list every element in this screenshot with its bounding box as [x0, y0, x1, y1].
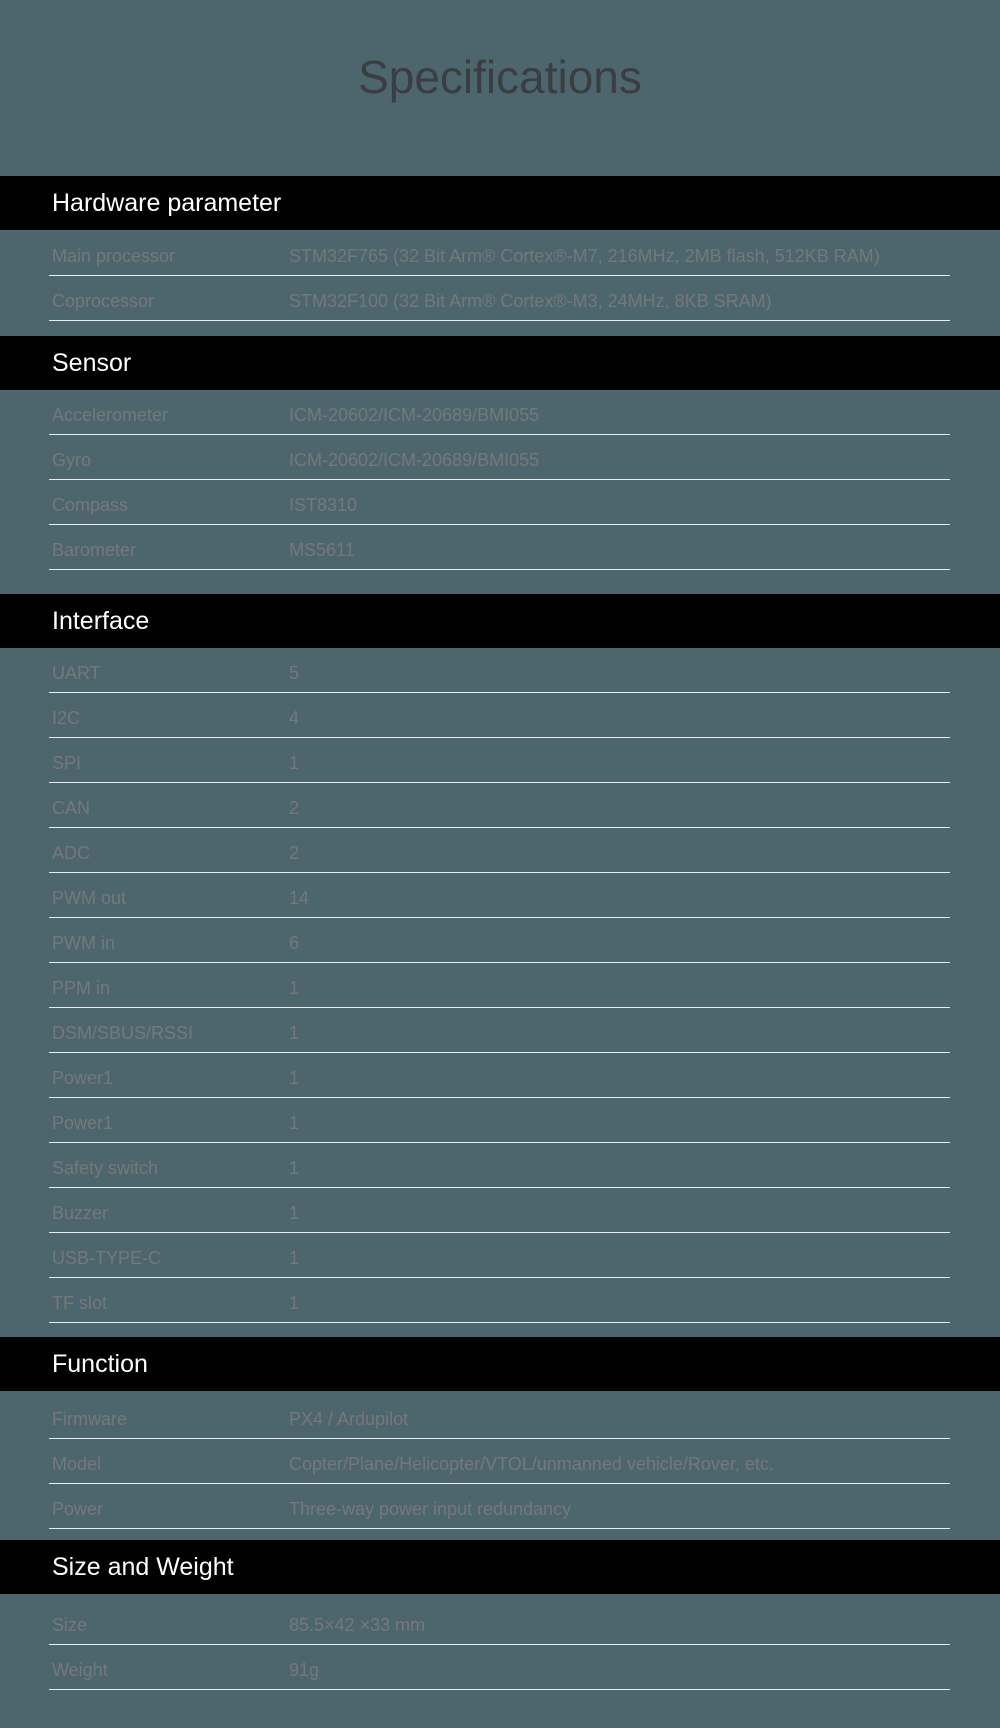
- spec-value: STM32F100 (32 Bit Arm® Cortex®-M3, 24MHz, 8KB SRAM): [289, 291, 772, 311]
- spec-row: [49, 1484, 950, 1529]
- section-rows: [0, 1391, 1000, 1529]
- spec-label: Size: [52, 1615, 88, 1635]
- spec-value: MS5611: [289, 540, 355, 560]
- spec-row: [49, 390, 950, 435]
- spec-row: [49, 828, 950, 873]
- section-header-hardware: Hardware parameter: [0, 176, 1000, 230]
- spec-value: 1: [289, 1023, 300, 1043]
- spec-row: [49, 435, 950, 480]
- spec-row: [49, 1053, 950, 1098]
- spec-label: Power: [52, 1499, 104, 1519]
- section-rows: [0, 230, 1000, 321]
- spec-label: Coprocessor: [52, 291, 155, 311]
- spec-row: [49, 1143, 950, 1188]
- spec-row: [49, 1008, 950, 1053]
- spec-label: Weight: [52, 1660, 108, 1680]
- spec-label: Buzzer: [52, 1203, 109, 1223]
- spec-value: 1: [289, 753, 300, 773]
- spec-label: UART: [52, 663, 101, 683]
- spec-label: Accelerometer: [52, 405, 169, 425]
- spec-value: 1: [289, 1203, 300, 1223]
- spec-label: PPM in: [52, 978, 111, 998]
- spec-row: [49, 1188, 950, 1233]
- spec-label: Model: [52, 1454, 102, 1474]
- spec-value: 4: [289, 708, 300, 728]
- spec-value: 2: [289, 843, 300, 863]
- section-rows: [0, 648, 1000, 1323]
- spec-value: STM32F765 (32 Bit Arm® Cortex®-M7, 216MHz, 2MB flash, 512KB RAM): [289, 246, 880, 266]
- spec-label: ADC: [52, 843, 91, 863]
- spec-value: 2: [289, 798, 300, 818]
- spec-row: [49, 276, 950, 321]
- section-header-interface: Interface: [0, 594, 1000, 648]
- spec-row: [49, 1439, 950, 1484]
- spec-label: Power1: [52, 1068, 114, 1088]
- spec-label: Main processor: [52, 246, 176, 266]
- section-header-function: Function: [0, 1337, 1000, 1391]
- spec-label: Compass: [52, 495, 129, 515]
- spec-sections: [0, 176, 1000, 1690]
- section-header-sensor: Sensor: [0, 336, 1000, 390]
- spec-value: Copter/Plane/Helicopter/VTOL/unmanned vehicle/Rover, etc.: [289, 1454, 774, 1474]
- spec-value: ICM-20602/ICM-20689/BMI055: [289, 450, 540, 470]
- section-rows: [0, 390, 1000, 570]
- spec-row: [49, 963, 950, 1008]
- section-hardware: [0, 176, 1000, 321]
- spec-value: 1: [289, 1158, 300, 1178]
- spec-row: [49, 1600, 950, 1645]
- page-title: Specifications: [358, 51, 642, 103]
- section-function: [0, 1337, 1000, 1529]
- spec-label: Gyro: [52, 450, 92, 470]
- spec-value: 1: [289, 1248, 300, 1268]
- spec-row: [49, 648, 950, 693]
- spec-row: [49, 525, 950, 570]
- spec-value: 1: [289, 1113, 300, 1133]
- spec-row: [49, 783, 950, 828]
- spec-row: [49, 738, 950, 783]
- spec-row: [49, 1278, 950, 1323]
- page-header: [0, 0, 1000, 176]
- spec-row: [49, 480, 950, 525]
- spec-row: [49, 1233, 950, 1278]
- spec-value: 1: [289, 1068, 300, 1088]
- spec-label: PWM out: [52, 888, 127, 908]
- spec-label: Safety switch: [52, 1158, 159, 1178]
- section-size: [0, 1540, 1000, 1690]
- spec-value: 85.5×42 ×33 mm: [289, 1615, 426, 1635]
- section-header-size: Size and Weight: [0, 1540, 1000, 1594]
- spec-value: 1: [289, 978, 300, 998]
- spec-value: 91g: [289, 1660, 320, 1680]
- spec-row: [49, 918, 950, 963]
- spec-label: I2C: [52, 708, 81, 728]
- spec-row: [49, 873, 950, 918]
- spec-row: [49, 1645, 950, 1690]
- spec-label: TF slot: [52, 1293, 108, 1313]
- spec-label: Firmware: [52, 1409, 127, 1429]
- section-sensor: [0, 336, 1000, 570]
- spec-row: [49, 693, 950, 738]
- spec-row: [49, 1098, 950, 1143]
- spec-value: ICM-20602/ICM-20689/BMI055: [289, 405, 540, 425]
- spec-row: [49, 231, 950, 276]
- spec-label: PWM in: [52, 933, 115, 953]
- spec-value: 5: [289, 663, 300, 683]
- spec-value: 1: [289, 1293, 300, 1313]
- spec-label: USB-TYPE-C: [52, 1248, 162, 1268]
- spec-value: IST8310: [289, 495, 358, 515]
- spec-row: [49, 1394, 950, 1439]
- spec-value: PX4 / Ardupilot: [289, 1409, 409, 1429]
- spec-value: Three-way power input redundancy: [289, 1499, 572, 1519]
- spec-label: Power1: [52, 1113, 114, 1133]
- spec-value: 14: [289, 888, 310, 908]
- section-rows: [0, 1594, 1000, 1690]
- spec-label: DSM/SBUS/RSSI: [52, 1023, 194, 1043]
- spec-label: SPI: [52, 753, 82, 773]
- spec-label: CAN: [52, 798, 91, 818]
- spec-value: 6: [289, 933, 300, 953]
- section-interface: [0, 594, 1000, 1323]
- spec-label: Barometer: [52, 540, 137, 560]
